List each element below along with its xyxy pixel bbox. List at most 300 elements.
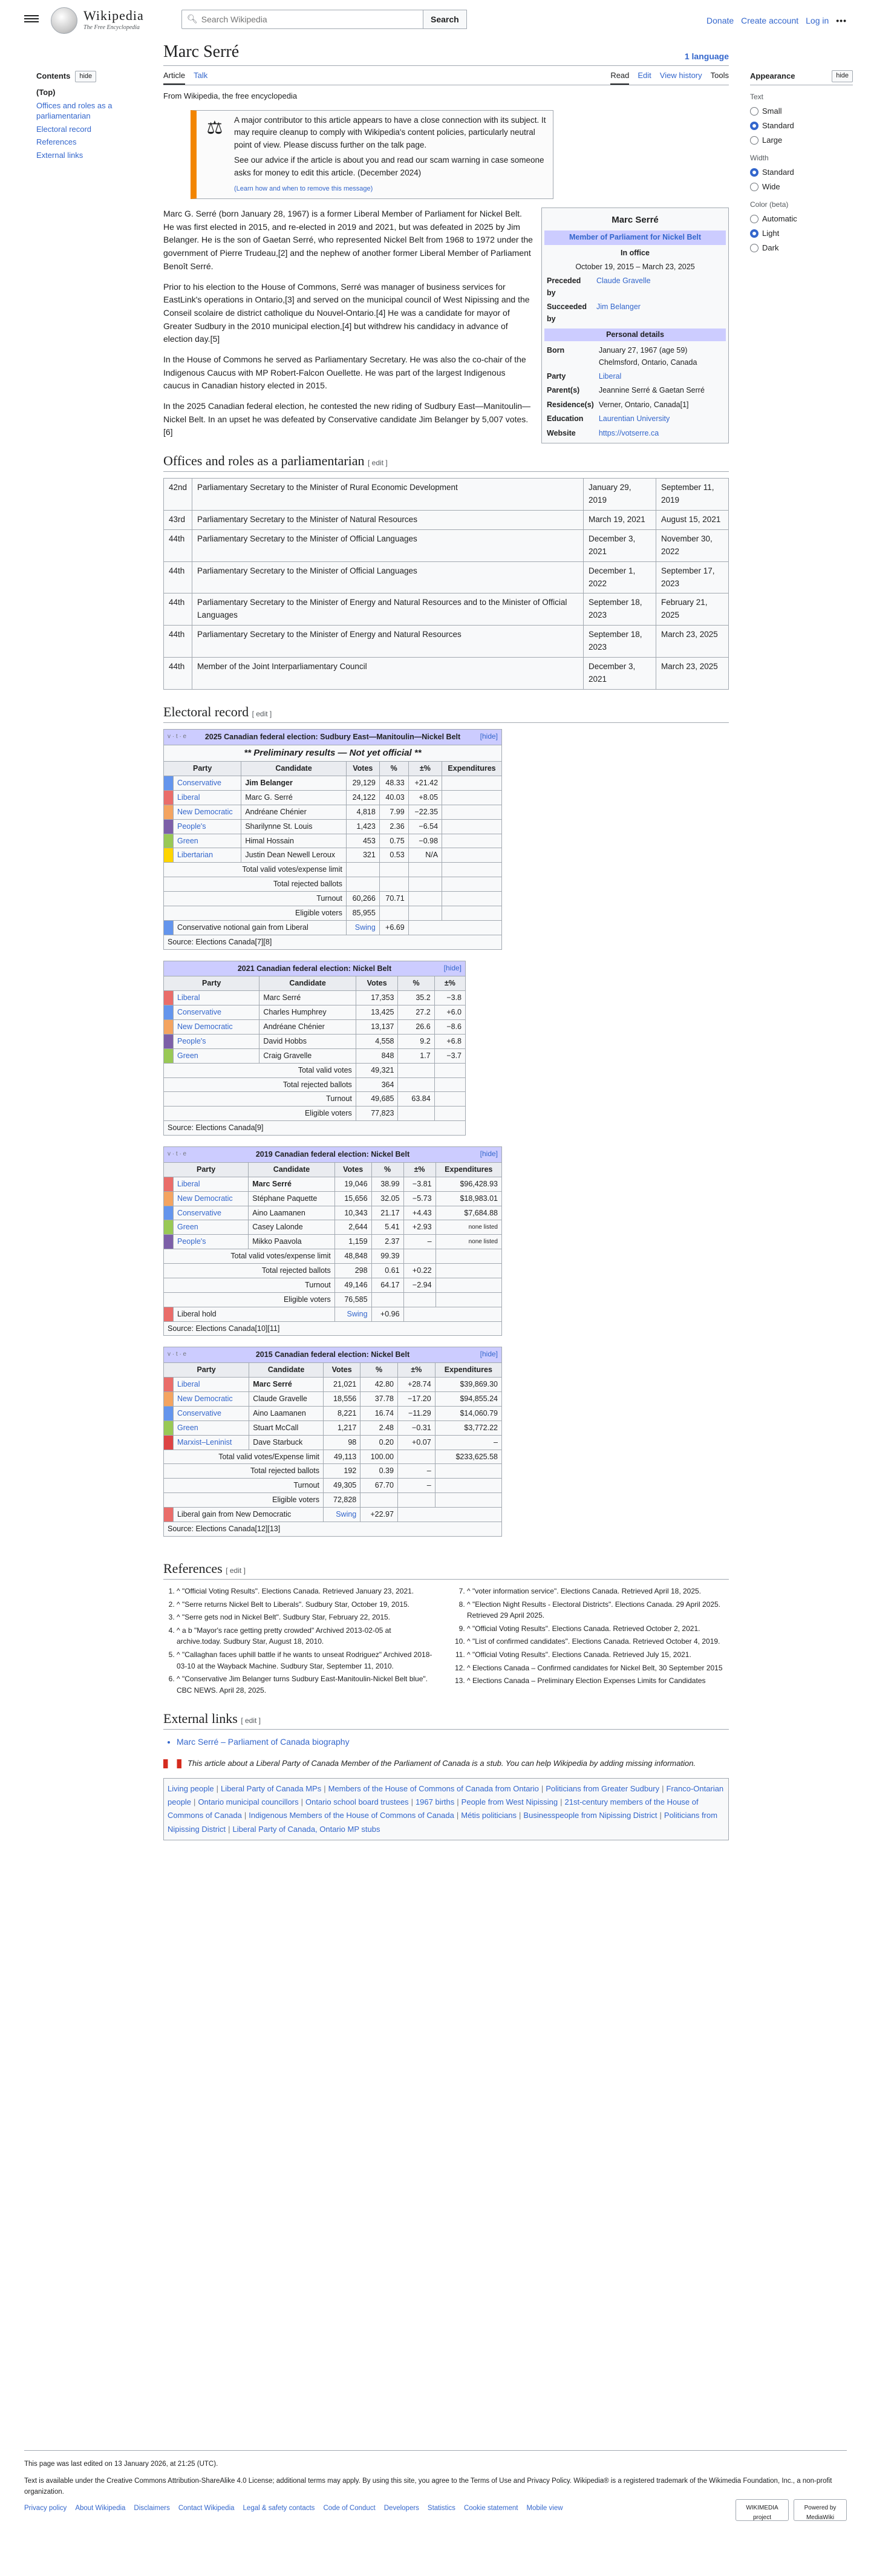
color-dark-option[interactable]: Dark — [750, 242, 853, 254]
search-icon: 🔍︎ — [187, 14, 198, 24]
swing-label[interactable]: Swing — [323, 1508, 360, 1522]
toc-item-offices[interactable]: Offices and roles as a parliamentarian — [36, 100, 113, 121]
reference-item: 6. ^ "Conservative Jim Belanger turns Sudbury East-Manitoulin-Nickel Belt blue". CBC NEWS. April 28, 2025. — [177, 1673, 436, 1696]
change: −5.73 — [403, 1191, 436, 1206]
totals-expense — [436, 1264, 501, 1278]
mediawiki-badge[interactable]: Powered by MediaWiki — [794, 2499, 847, 2521]
party-name[interactable]: Green — [174, 1220, 249, 1235]
color-label: Color (beta) — [750, 200, 789, 209]
reference-item: 7. ^ "voter information service". Elections Canada. Retrieved April 18, 2025. — [467, 1586, 726, 1597]
office-parliament: 44th — [164, 626, 192, 658]
change: −17.20 — [397, 1392, 435, 1407]
candidate-row — [164, 1406, 502, 1420]
text-standard-option[interactable]: Standard — [750, 120, 853, 132]
footer-link[interactable]: Disclaimers — [134, 2505, 170, 2512]
wikimedia-badge[interactable]: WIKIMEDIA project — [736, 2499, 789, 2521]
percent: 38.99 — [371, 1177, 403, 1191]
party-color-swatch — [164, 1378, 174, 1392]
candidate-name: Jim Belanger — [241, 776, 347, 791]
office-start: December 1, 2022 — [584, 561, 656, 593]
candidate-row — [164, 805, 502, 819]
category-link[interactable]: Liberal Party of Canada MPs — [221, 1784, 322, 1794]
totals-expense — [442, 892, 502, 906]
party-name[interactable]: Liberal — [174, 991, 259, 1005]
toc-item-electoral[interactable]: Electoral record — [36, 124, 92, 134]
tab-read[interactable]: Read — [610, 70, 629, 85]
candidate-name: David Hobbs — [259, 1034, 356, 1048]
category-link[interactable]: Politicians from Nipissing District — [168, 1811, 718, 1834]
logo-subtitle: The Free Encyclopedia — [83, 24, 140, 31]
radio-selected-icon — [750, 168, 758, 177]
totals-value — [403, 1249, 436, 1264]
candidate-row — [164, 776, 502, 791]
change: +6.0 — [434, 1005, 465, 1020]
category-separator: | — [456, 1811, 459, 1820]
totals-value: 49,146 — [334, 1278, 371, 1292]
footer-link[interactable]: Privacy policy — [24, 2505, 67, 2512]
totals-label: Turnout — [164, 1092, 356, 1107]
office-role: Parliamentary Secretary to the Minister of Official Languages — [192, 561, 584, 593]
office-parliament: 44th — [164, 561, 192, 593]
toc-item-top[interactable]: (Top) — [36, 88, 56, 97]
candidate-name: Stéphane Paquette — [249, 1191, 335, 1206]
candidate-name: Andréane Chénier — [241, 805, 347, 819]
category-link[interactable]: Liberal Party of Canada, Ontario MP stubs — [232, 1824, 380, 1834]
notice-learn-link[interactable]: (Learn how and when to remove this message) — [234, 185, 373, 193]
party-color-swatch — [164, 1235, 174, 1249]
succeeded-by[interactable]: Jim Belanger — [596, 302, 641, 312]
category-link[interactable]: Indigenous Members of the House of Commons of Canada — [249, 1811, 454, 1820]
election-header-row: Party Candidate Votes % ±% Expenditures — [164, 762, 502, 776]
change: +4.43 — [403, 1206, 436, 1220]
category-separator: | — [411, 1797, 413, 1807]
radio-selected-icon — [750, 122, 758, 130]
language-button[interactable]: 1 language — [684, 51, 729, 61]
expenditure: $96,428.93 — [436, 1177, 501, 1191]
totals-value — [379, 863, 408, 877]
change: −6.54 — [408, 819, 442, 834]
vte-links[interactable]: v · t · e — [168, 1351, 187, 1358]
totals-label: Total valid votes/expense limit — [164, 863, 347, 877]
party-color-swatch — [164, 1177, 174, 1191]
category-link[interactable]: Members of the House of Commons of Canada from Ontario — [328, 1784, 539, 1794]
totals-expense — [442, 863, 502, 877]
stub-text: This article about a Liberal Party of Canada Member of the Parliament of Canada is a stub. You can help Wikipedia by adding missing information. — [188, 1759, 696, 1768]
tools-menu[interactable]: Tools — [710, 71, 729, 80]
appearance-hide-button[interactable]: hide — [832, 70, 853, 82]
office-role: Parliamentary Secretary to the Minister of Rural Economic Development — [192, 479, 584, 511]
votes: 321 — [346, 848, 379, 863]
education-value[interactable]: Laurentian University — [598, 414, 670, 423]
footer-link[interactable]: Legal & safety contacts — [243, 2505, 315, 2512]
more-options-icon[interactable]: ••• — [836, 16, 847, 25]
election-source: Source: Elections Canada[7][8] — [164, 935, 502, 949]
election-source: Source: Elections Canada[12][13] — [164, 1522, 502, 1536]
text-small-option[interactable]: Small — [750, 105, 853, 117]
totals-label: Total valid votes/Expense limit — [164, 1450, 324, 1464]
footer-link[interactable]: Cookie statement — [463, 2505, 518, 2512]
party-name[interactable]: Libertarian — [174, 848, 241, 863]
votes: 848 — [356, 1048, 398, 1063]
office-parliament: 44th — [164, 529, 192, 561]
totals-label: Total rejected ballots — [164, 1264, 335, 1278]
election-title[interactable]: v · t · e 2019 Canadian federal election: Nickel Belt [hide] — [164, 1147, 502, 1163]
totals-value — [403, 1292, 436, 1307]
party-name[interactable]: New Democratic — [174, 1392, 249, 1407]
totals-value — [434, 1107, 465, 1121]
hide-table-button[interactable]: [hide] — [480, 1149, 498, 1159]
votes: 18,556 — [323, 1392, 360, 1407]
change: +0.07 — [397, 1435, 435, 1450]
totals-value — [371, 1292, 403, 1307]
radio-icon — [750, 244, 758, 252]
result-text: Liberal gain from New Democratic — [174, 1508, 324, 1522]
party-name[interactable]: Conservative — [174, 1406, 249, 1420]
party-color-swatch — [164, 1206, 174, 1220]
totals-label: Total valid votes/expense limit — [164, 1249, 335, 1264]
office-parliament: 44th — [164, 658, 192, 690]
toc-item-external[interactable]: External links — [36, 150, 83, 160]
totals-value: 49,321 — [356, 1063, 398, 1077]
category-link[interactable]: Businesspeople from Nipissing District — [523, 1811, 657, 1820]
born-value: January 27, 1967 (age 59) Chelmsford, Ontario, Canada — [598, 346, 697, 367]
edit-section-link[interactable]: [ edit ] — [368, 458, 388, 467]
totals-label: Eligible voters — [164, 906, 347, 920]
election-header-row: Party Candidate Votes % ±% — [164, 976, 466, 991]
party-name[interactable]: Marxist–Leninist — [174, 1435, 249, 1450]
office-start: January 29, 2019 — [584, 479, 656, 511]
tab-history[interactable]: View history — [659, 71, 702, 80]
totals-value: 100.00 — [360, 1450, 398, 1464]
expenditure: $14,060.79 — [435, 1406, 501, 1420]
totals-label: Eligible voters — [164, 1107, 356, 1121]
category-separator: | — [244, 1811, 247, 1820]
vte-links[interactable]: v · t · e — [168, 733, 187, 740]
totals-value: 48,848 — [334, 1249, 371, 1264]
election-title[interactable]: v · t · e 2025 Canadian federal election: Sudbury East—Manitoulin—Nickel Belt [hide] — [164, 730, 502, 745]
votes: 1,423 — [346, 819, 379, 834]
category-link[interactable]: 1967 births — [415, 1797, 455, 1807]
edit-section-link[interactable]: [ edit ] — [226, 1566, 246, 1575]
candidate-name: Craig Gravelle — [259, 1048, 356, 1063]
page-footer — [24, 2450, 847, 2521]
toc-title: Contents — [36, 71, 71, 80]
canada-flag-icon — [163, 1759, 181, 1768]
party-name[interactable]: Conservative — [174, 776, 241, 791]
footer-link[interactable]: About Wikipedia — [75, 2505, 126, 2512]
color-auto-option[interactable]: Automatic — [750, 213, 853, 225]
party-name[interactable]: People's — [174, 819, 241, 834]
category-link[interactable]: Living people — [168, 1784, 214, 1794]
totals-value — [408, 863, 442, 877]
totals-row — [164, 1464, 502, 1479]
vte-links[interactable]: v · t · e — [168, 1151, 187, 1158]
radio-icon — [750, 136, 758, 145]
expenditure — [442, 790, 502, 805]
category-link[interactable]: Ontario municipal councillors — [198, 1797, 299, 1807]
personal-details-header: Personal details — [544, 329, 726, 341]
totals-value — [397, 1493, 435, 1508]
party-color-swatch — [164, 848, 174, 863]
office-end: August 15, 2021 — [656, 510, 729, 529]
office-parliament: 44th — [164, 593, 192, 626]
totals-label: Eligible voters — [164, 1493, 324, 1508]
change: −22.35 — [408, 805, 442, 819]
result-row — [164, 1307, 502, 1321]
party-color-swatch — [164, 991, 174, 1005]
reference-item: 11. ^ "Official Voting Results". Elections Canada. Retrieved July 15, 2021. — [467, 1649, 726, 1661]
license-text: Text is available under the Creative Commons Attribution-ShareAlike 4.0 License; additional terms may apply. By using this site, you agree to the Terms of Use and Privacy Policy. Wikipedia® is a registered trademark of the Wikimedia Foundation, Inc., a non-profit organization. — [24, 2477, 832, 2496]
infobox-office[interactable]: Member of Parliament for Nickel Belt — [544, 230, 726, 244]
donate-link[interactable]: Donate — [706, 16, 734, 25]
candidate-name: Dave Starbuck — [249, 1435, 324, 1450]
appearance-title: Appearance — [750, 71, 795, 80]
percent: 48.33 — [379, 776, 408, 791]
party-color-swatch — [164, 1191, 174, 1206]
totals-value: 77,823 — [356, 1107, 398, 1121]
totals-expense — [436, 1292, 501, 1307]
category-separator: | — [541, 1784, 544, 1794]
hide-table-button[interactable]: [hide] — [480, 1350, 498, 1359]
expenditure — [442, 776, 502, 791]
edit-section-link[interactable]: [ edit ] — [252, 710, 272, 719]
election-title[interactable]: v · t · e 2015 Canadian federal election: Nickel Belt [hide] — [164, 1347, 502, 1363]
office-parliament: 42nd — [164, 479, 192, 511]
footer-link[interactable]: Developers — [383, 2505, 419, 2512]
succeeded-label: Succeeded by — [547, 302, 587, 323]
totals-expense — [442, 877, 502, 892]
totals-value: −2.94 — [403, 1278, 436, 1292]
change: −0.98 — [408, 834, 442, 848]
change: N/A — [408, 848, 442, 863]
party-name[interactable]: People's — [174, 1235, 249, 1249]
wikipedia-logo[interactable] — [51, 7, 144, 34]
footer-link[interactable]: Mobile view — [526, 2505, 563, 2512]
totals-value — [408, 892, 442, 906]
reference-item: 10. ^ "List of confirmed candidates". Elections Canada. Retrieved October 4, 2019. — [467, 1636, 726, 1647]
party-name[interactable]: People's — [174, 1034, 259, 1048]
swing-value: +6.69 — [379, 920, 408, 935]
candidate-row — [164, 991, 466, 1005]
tab-edit[interactable]: Edit — [638, 71, 651, 80]
party-name[interactable]: Liberal — [174, 790, 241, 805]
category-separator: | — [659, 1811, 662, 1820]
preceded-by[interactable]: Claude Gravelle — [596, 276, 651, 286]
category-link[interactable]: Ontario school board trustees — [305, 1797, 409, 1807]
totals-value: 49,113 — [323, 1450, 360, 1464]
totals-expense: $233,625.58 — [435, 1450, 501, 1464]
hide-table-button[interactable]: [hide] — [443, 963, 462, 972]
party-name[interactable]: Conservative — [174, 1206, 249, 1220]
width-wide-option[interactable]: Wide — [750, 181, 853, 193]
width-label: Width — [750, 154, 769, 163]
logo-title: Wikipedia — [83, 8, 144, 24]
change: +28.74 — [397, 1378, 435, 1392]
totals-value — [346, 877, 379, 892]
party-color-swatch — [164, 790, 174, 805]
category-link[interactable]: People from West Nipissing — [461, 1797, 558, 1807]
totals-value — [434, 1092, 465, 1107]
percent: 2.36 — [379, 819, 408, 834]
category-link[interactable]: Métis politicians — [461, 1811, 517, 1820]
percent: 21.17 — [371, 1206, 403, 1220]
toc-hide-button[interactable]: hide — [75, 71, 96, 82]
expenditure: $7,684.88 — [436, 1206, 501, 1220]
election-table — [163, 1146, 502, 1336]
external-link[interactable]: • Marc Serré – Parliament of Canada biography — [177, 1736, 729, 1749]
footer-link[interactable]: Statistics — [427, 2505, 455, 2512]
totals-row — [164, 1107, 466, 1121]
party-color-swatch — [164, 1020, 174, 1035]
parents-value: Jeannine Serré & Gaetan Serré — [598, 386, 705, 395]
election-header-row: Party Candidate Votes % ±% Expenditures — [164, 1162, 502, 1177]
party-color-swatch — [164, 1048, 174, 1063]
hide-table-button[interactable]: [hide] — [480, 732, 498, 741]
candidate-row — [164, 1435, 502, 1450]
swing-label[interactable]: Swing — [346, 920, 379, 935]
totals-expense — [435, 1479, 501, 1493]
edit-section-link[interactable]: [ edit ] — [241, 1716, 261, 1725]
office-end: November 30, 2022 — [656, 529, 729, 561]
totals-value: 60,266 — [346, 892, 379, 906]
candidate-name: Aino Laamanen — [249, 1206, 335, 1220]
category-separator: | — [301, 1797, 304, 1807]
color-light-option[interactable]: Light — [750, 227, 853, 240]
percent: 2.37 — [371, 1235, 403, 1249]
candidate-row — [164, 1020, 466, 1035]
category-separator: | — [662, 1784, 664, 1794]
office-start: March 19, 2021 — [584, 510, 656, 529]
votes: 21,021 — [323, 1378, 360, 1392]
intro-paragraph: In the 2025 Canadian federal election, he contested the new riding of Sudbury East—Manitoulin—Nickel Belt. In an upset he was defeated by Conservative candidate Jim Belanger by 5,007 votes.[6] — [163, 401, 531, 437]
office-start: September 18, 2023 — [584, 626, 656, 658]
create-account-link[interactable]: Create account — [741, 16, 799, 25]
totals-row — [164, 1063, 466, 1077]
percent: 2.48 — [360, 1420, 398, 1435]
width-standard-option[interactable]: Standard — [750, 166, 853, 178]
totals-value — [434, 1077, 465, 1092]
toc-item-references[interactable]: References — [36, 137, 77, 147]
login-link[interactable]: Log in — [806, 16, 829, 25]
party-color-swatch — [164, 1420, 174, 1435]
percent: 35.2 — [398, 991, 434, 1005]
category-link[interactable]: Politicians from Greater Sudbury — [546, 1784, 660, 1794]
website-value[interactable]: https://votserre.ca — [598, 428, 659, 437]
office-role: Parliamentary Secretary to the Minister of Energy and Natural Resources — [192, 626, 584, 658]
notice-text-1: A major contributor to this article appears to have a close connection with its subject. It may require cleanup to comply with Wikipedia's content policies, particularly neutral point of view. Please discuss further on the talk page. — [234, 115, 546, 150]
totals-value — [379, 906, 408, 920]
percent: 9.2 — [398, 1034, 434, 1048]
reference-item: 13. ^ Elections Canada – Preliminary Election Expenses Limits for Candidates — [467, 1675, 726, 1687]
party-color-swatch — [164, 776, 174, 791]
candidate-name: Mikko Paavola — [249, 1235, 335, 1249]
infobox-in-office-label: In office — [621, 248, 650, 257]
section-references-heading: References [ edit ] — [163, 1558, 729, 1580]
totals-value: 192 — [323, 1464, 360, 1479]
change: +6.8 — [434, 1034, 465, 1048]
swing-label[interactable]: Swing — [334, 1307, 371, 1321]
totals-value: – — [397, 1464, 435, 1479]
change: +21.42 — [408, 776, 442, 791]
party-name[interactable]: Conservative — [174, 1005, 259, 1020]
party-color-swatch — [164, 920, 174, 935]
party-name[interactable]: Liberal — [174, 1177, 249, 1191]
party-name[interactable]: New Democratic — [174, 1191, 249, 1206]
expenditure: – — [435, 1435, 501, 1450]
candidate-row — [164, 1048, 466, 1063]
totals-value: 72,828 — [323, 1493, 360, 1508]
section-offices-heading: Offices and roles as a parliamentarian [ edit ] — [163, 451, 729, 472]
totals-value — [379, 877, 408, 892]
main-menu-icon[interactable] — [24, 13, 39, 25]
party-name[interactable]: New Democratic — [174, 1020, 259, 1035]
reference-item: 1. ^ "Official Voting Results". Elections Canada. Retrieved January 23, 2021. — [177, 1586, 436, 1597]
office-role: Parliamentary Secretary to the Minister of Energy and Natural Resources and to the Minister of Official Languages — [192, 593, 584, 626]
tab-article[interactable]: Article — [163, 70, 185, 85]
footer-link[interactable]: Code of Conduct — [323, 2505, 376, 2512]
candidate-name: Aino Laamanen — [249, 1406, 324, 1420]
party-name[interactable]: Liberal — [174, 1378, 249, 1392]
percent: 0.20 — [360, 1435, 398, 1450]
change: −11.29 — [397, 1406, 435, 1420]
party-color-swatch — [164, 1307, 174, 1321]
percent: 16.74 — [360, 1406, 398, 1420]
radio-icon — [750, 183, 758, 191]
party-value[interactable]: Liberal — [598, 372, 622, 381]
reference-item: 4. ^ a b "Mayor's race getting pretty crowded" Archived 2013-02-05 at archive.today. Sudbury Star, August 18, 2010. — [177, 1625, 436, 1647]
intro-paragraph: Prior to his election to the House of Commons, Serré was manager of business services for EastLink's operations in Ontario,[3] and served on the municipal council of West Nipissing and the Conseil scolaire de district catholique du Nouvel-Ontario.[4] He was a candidate for mayor of Greater Sudbury in the 2010 municipal election,[4] but withdrew his candidacy in advance of election day.[5] — [163, 281, 530, 344]
search-input[interactable] — [201, 15, 407, 24]
footer-link[interactable]: Contact Wikipedia — [178, 2505, 235, 2512]
votes: 13,425 — [356, 1005, 398, 1020]
text-large-option[interactable]: Large — [750, 134, 853, 146]
category-link[interactable]: 21st-century members of the House of Commons of Canada — [168, 1797, 699, 1820]
votes: 8,221 — [323, 1406, 360, 1420]
globe-icon — [51, 7, 77, 34]
candidate-row — [164, 1420, 502, 1435]
reference-item: 2. ^ "Serre returns Nickel Belt to Liberals". Sudbury Star, October 19, 2015. — [177, 1599, 436, 1610]
totals-row — [164, 877, 502, 892]
last-edited: This page was last edited on 13 January 2026, at 21:25 (UTC). — [24, 2460, 218, 2468]
candidate-name: Marc Serré — [249, 1177, 335, 1191]
candidate-row — [164, 1034, 466, 1048]
party-name[interactable]: Green — [174, 1420, 249, 1435]
section-electoral-heading: Electoral record [ edit ] — [163, 702, 729, 723]
coi-notice — [191, 110, 553, 200]
votes: 29,129 — [346, 776, 379, 791]
votes: 15,656 — [334, 1191, 371, 1206]
totals-value: +0.22 — [403, 1264, 436, 1278]
tab-talk[interactable]: Talk — [194, 71, 208, 80]
party-color-swatch — [164, 1406, 174, 1420]
party-name[interactable]: Green — [174, 834, 241, 848]
candidate-name: Marc Serré — [249, 1378, 324, 1392]
candidate-row — [164, 1235, 502, 1249]
totals-row — [164, 1450, 502, 1464]
category-link[interactable]: Franco-Ontarian people — [168, 1784, 724, 1807]
party-name[interactable]: Green — [174, 1048, 259, 1063]
totals-expense — [436, 1249, 501, 1264]
search-button[interactable]: Search — [423, 10, 467, 29]
votes: 453 — [346, 834, 379, 848]
party-name[interactable]: New Democratic — [174, 805, 241, 819]
election-title[interactable]: 2021 Canadian federal election: Nickel Belt [hide] — [164, 961, 466, 976]
reference-item: 3. ^ "Serre gets nod in Nickel Belt". Sudbury Star, February 22, 2015. — [177, 1612, 436, 1623]
search-box[interactable] — [181, 10, 423, 29]
totals-value: 0.61 — [371, 1264, 403, 1278]
percent: 7.99 — [379, 805, 408, 819]
appearance-panel — [750, 70, 853, 257]
